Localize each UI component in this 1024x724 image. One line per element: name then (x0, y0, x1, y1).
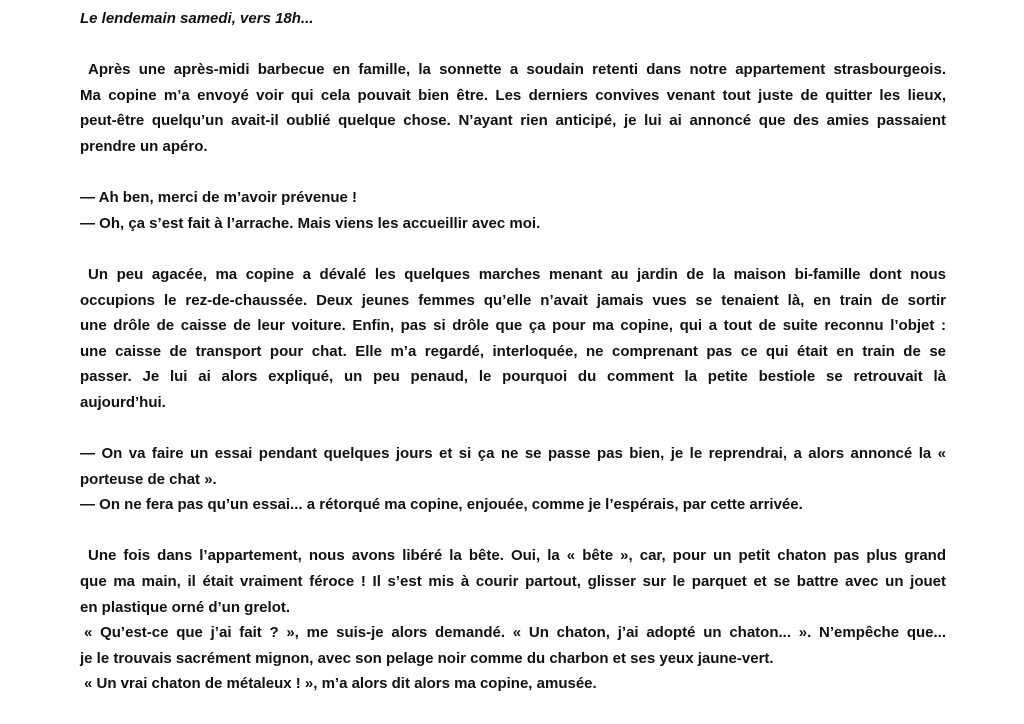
text-line: aujourd’hui. (80, 393, 166, 411)
dialogue-line: porteuse de chat ». (80, 470, 217, 488)
paragraph-kitten (80, 543, 946, 697)
blank-line (80, 518, 946, 544)
dialogue-line: — On ne fera pas qu’un essai... a rétorqué ma copine, enjouée, comme je l’espérais, par cette arrivée. (80, 496, 803, 514)
document-page (80, 6, 946, 697)
text-line: une caisse de transport pour chat. Elle m’a regardé, interloquée, ne comprenant pas ce qui était en train de se (80, 342, 946, 360)
text-line: Un peu agacée, ma copine a dévalé les quelques marches menant au jardin de la maison bi-famille dont nous (88, 265, 946, 283)
dialogue-line: — On va faire un essai pendant quelques jours et si ça ne se passe pas bien, je le reprendrai, a alors annoncé la « (80, 445, 946, 463)
section-title: Le lendemain samedi, vers 18h... (80, 10, 314, 27)
text-line: je le trouvais sacrément mignon, avec son pelage noir comme du charbon et ses yeux jaune-vert. (80, 649, 774, 667)
paragraph-arrival (80, 57, 946, 159)
blank-line (80, 416, 946, 442)
text-line: en plastique orné d’un grelot. (80, 598, 291, 616)
paragraph-garden (80, 262, 946, 416)
text-line: prendre un apéro. (80, 137, 208, 155)
dialogue-second (80, 441, 946, 518)
dialogue-first (80, 185, 946, 236)
blank-line (80, 32, 946, 58)
text-line: peut-être quelqu’un avait-il oublié quelque chose. N’ayant rien anticipé, je lui ai annoncé que des amies passaient (80, 112, 946, 130)
dialogue-line: — Ah ben, merci de m’avoir prévenue ! (80, 189, 358, 207)
text-line: « Un vrai chaton de métaleux ! », m’a alors dit alors ma copine, amusée. (84, 675, 597, 693)
text-line: Après une après-midi barbecue en famille, la sonnette a soudain retenti dans notre appartement strasbourgeois. (88, 61, 946, 79)
text-line: « Qu’est-ce que j’ai fait ? », me suis-je alors demandé. « Un chaton, j’ai adopté un chaton... ». N’empêche que... (84, 624, 946, 642)
blank-line (80, 160, 946, 186)
dialogue-line: — Oh, ça s’est fait à l’arrache. Mais viens les accueillir avec moi. (80, 214, 541, 232)
blank-line (80, 236, 946, 262)
text-line: passer. Je lui ai alors expliqué, un peu penaud, le pourquoi du comment la petite bestiole se retrouvait là (80, 368, 946, 386)
text-line: occupions le rez-de-chaussée. Deux jeunes femmes qu’elle n’avait jamais vues se tenaient là, en train de sortir (80, 291, 946, 309)
text-line: que ma main, il était vraiment féroce ! Il s’est mis à courir partout, glisser sur le parquet et se battre avec un jouet (80, 573, 946, 591)
text-line: Une fois dans l’appartement, nous avons libéré la bête. Oui, la « bête », car, pour un petit chaton pas plus grand (88, 547, 946, 565)
text-line: une drôle de caisse de leur voiture. Enfin, pas si drôle que ça pour ma copine, qui a tout de suite reconnu l’objet : (80, 317, 946, 335)
text-line: Ma copine m’a envoyé voir qui cela pouvait bien être. Les derniers convives venant tout juste de quitter les lieux, (80, 86, 946, 104)
